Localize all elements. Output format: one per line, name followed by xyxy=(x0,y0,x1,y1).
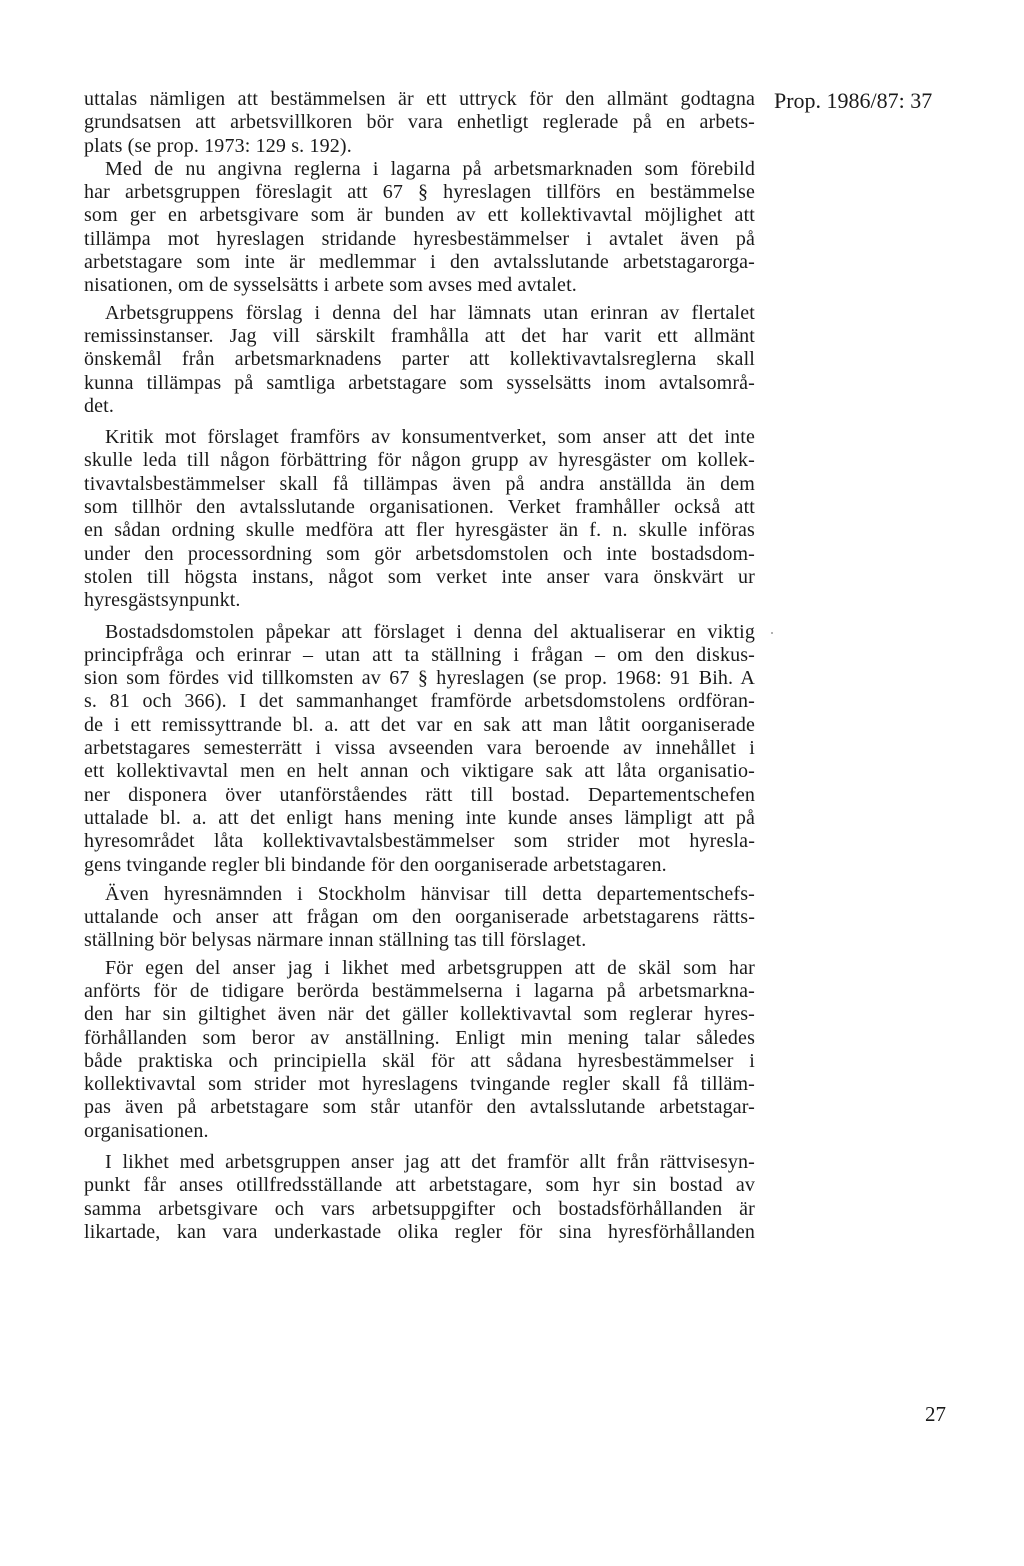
text-line: ställning bör belysas närmare innan ställning tas till förslaget. xyxy=(84,929,587,952)
text-line: remissinstanser. Jag vill särskilt framhålla att det har varit ett allmänt xyxy=(84,324,755,347)
paragraph xyxy=(84,621,755,877)
body-text xyxy=(84,88,755,1244)
text-line: skulle leda till någon förbättring för någon grupp av hyresgäster om kollek- xyxy=(84,449,755,472)
text-line: stolen till högsta instans, något som verket inte anser vara önskvärt ur xyxy=(84,565,755,588)
paragraph xyxy=(84,426,755,612)
paragraph xyxy=(84,158,755,298)
text-line: förhållanden som beror av anställning. Enligt min mening talar således xyxy=(84,1026,755,1049)
text-line: pas även på arbetstagare som står utanför den avtalsslutande arbetstagar- xyxy=(84,1096,755,1119)
text-line: de i ett remissyttrande bl. a. att det var en sak att man låtit oorganiserade xyxy=(84,713,755,736)
text-line: I likhet med arbetsgruppen anser jag att det framför allt från rättvisesyn- xyxy=(105,1151,755,1174)
paragraph xyxy=(84,957,755,1143)
text-line: s. 81 och 366). I det sammanhanget framförde arbetsdomstolens ordföran- xyxy=(84,690,755,713)
text-line: både praktiska och principiella skäl för att sådana hyresbestämmelser i xyxy=(84,1049,755,1072)
text-line: ett kollektivavtal men en helt annan och viktigare sak att låta organisatio- xyxy=(84,760,755,783)
text-line: kollektivavtal som strider mot hyreslagens tvingande regler skall få tilläm- xyxy=(84,1073,755,1096)
text-line: uttalande och anser att frågan om den oorganiserade arbetstagarens rätts- xyxy=(84,906,755,929)
text-line: organisationen. xyxy=(84,1119,209,1142)
text-line: uttalade bl. a. att det enligt hans mening inte kunde anses lämpligt att på xyxy=(84,806,755,829)
text-line: tillämpa mot hyreslagen stridande hyresbestämmelser i avtalet även på xyxy=(84,227,755,250)
text-line: grundsatsen att arbetsvillkoren bör vara enhetligt reglerade på en arbets- xyxy=(84,111,755,134)
text-line: principfråga och erinrar – utan att ta ställning i frågan – om den diskus- xyxy=(84,643,755,666)
text-line: Arbetsgruppens förslag i denna del har lämnats utan erinran av flertalet xyxy=(105,301,755,324)
text-line: som ger en arbetsgivare som är bunden av ett kollektivavtal möjlighet att xyxy=(84,204,755,227)
text-line: hyresområdet låta kollektivavtalsbestämmelser som strider mot hyresla- xyxy=(84,830,755,853)
paragraph xyxy=(84,302,755,418)
paragraph xyxy=(84,883,755,953)
text-line: önskemål från arbetsmarknadens parter att kollektivavtalsreglerna skall xyxy=(84,348,755,371)
text-line: För egen del anser jag i likhet med arbetsgruppen att de skäl som har xyxy=(105,956,755,979)
text-line: det. xyxy=(84,394,115,417)
paragraph xyxy=(84,1151,755,1244)
text-line: ner disponera över utanförståendes rätt till bostad. Departementschefen xyxy=(84,783,755,806)
text-line: den har sin giltighet även när det gäller kollektivavtal som reglerar hyres- xyxy=(84,1003,755,1026)
text-line: har arbetsgruppen föreslagit att 67 § hyreslagen tillförs en bestämmelse xyxy=(84,181,755,204)
text-line: arbetstagare som inte är medlemmar i den avtalsslutande arbetstagarorga- xyxy=(84,251,755,274)
text-line: punkt får anses otillfredsställande att arbetstagare, som hyr sin bostad av xyxy=(84,1174,755,1197)
text-line: som tillhör den avtalsslutande organisationen. Verket framhåller också att xyxy=(84,496,755,519)
text-line: arbetstagares semesterrätt i vissa avseenden vara beroende av innehållet i xyxy=(84,737,755,760)
text-line: samma arbetsgivare och vars arbetsuppgifter och bostadsförhållanden är xyxy=(84,1197,755,1220)
text-line: anförts för de tidigare berörda bestämmelserna i lagarna på arbetsmarkna- xyxy=(84,979,755,1002)
text-line: likartade, kan vara underkastade olika regler för sina hyresförhållanden xyxy=(84,1220,755,1243)
text-line: sion som fördes vid tillkomsten av 67 § hyreslagen (se prop. 1968: 91 Bih. A xyxy=(84,667,755,690)
text-line: under den processordning som gör arbetsdomstolen och inte bostadsdom- xyxy=(84,542,755,565)
page-number: 27 xyxy=(925,1402,946,1426)
text-line: nisationen, om de sysselsätts i arbete som avses med avtalet. xyxy=(84,274,577,297)
text-line: gens tvingande regler bli bindande för den oorganiserade arbetstagaren. xyxy=(84,853,667,876)
text-line: en sådan ordning skulle medföra att fler hyresgäster än f. n. skulle införas xyxy=(84,519,755,542)
text-line: plats (se prop. 1973: 129 s. 192). xyxy=(84,134,352,157)
text-line: Kritik mot förslaget framförs av konsumentverket, som anser att det inte xyxy=(105,426,755,449)
text-line: hyresgästsynpunkt. xyxy=(84,589,241,612)
text-line: Även hyresnämnden i Stockholm hänvisar till detta departementschefs- xyxy=(105,882,755,905)
text-line: tivavtalsbestämmelser skall få tillämpas även på andra anställda än dem xyxy=(84,472,755,495)
paragraph xyxy=(84,88,755,158)
text-line: kunna tillämpas på samtliga arbetstagare som sysselsätts inom avtalsområ- xyxy=(84,371,755,394)
text-line: uttalas nämligen att bestämmelsen är ett uttryck för den allmänt godtagna xyxy=(84,88,755,110)
text-line: Bostadsdomstolen påpekar att förslaget i denna del aktualiserar en viktig xyxy=(105,620,755,643)
text-line: Med de nu angivna reglerna i lagarna på arbetsmarknaden som förebild xyxy=(105,157,755,180)
scan-speck xyxy=(771,632,773,634)
publication-reference: Prop. 1986/87: 37 xyxy=(774,88,933,113)
